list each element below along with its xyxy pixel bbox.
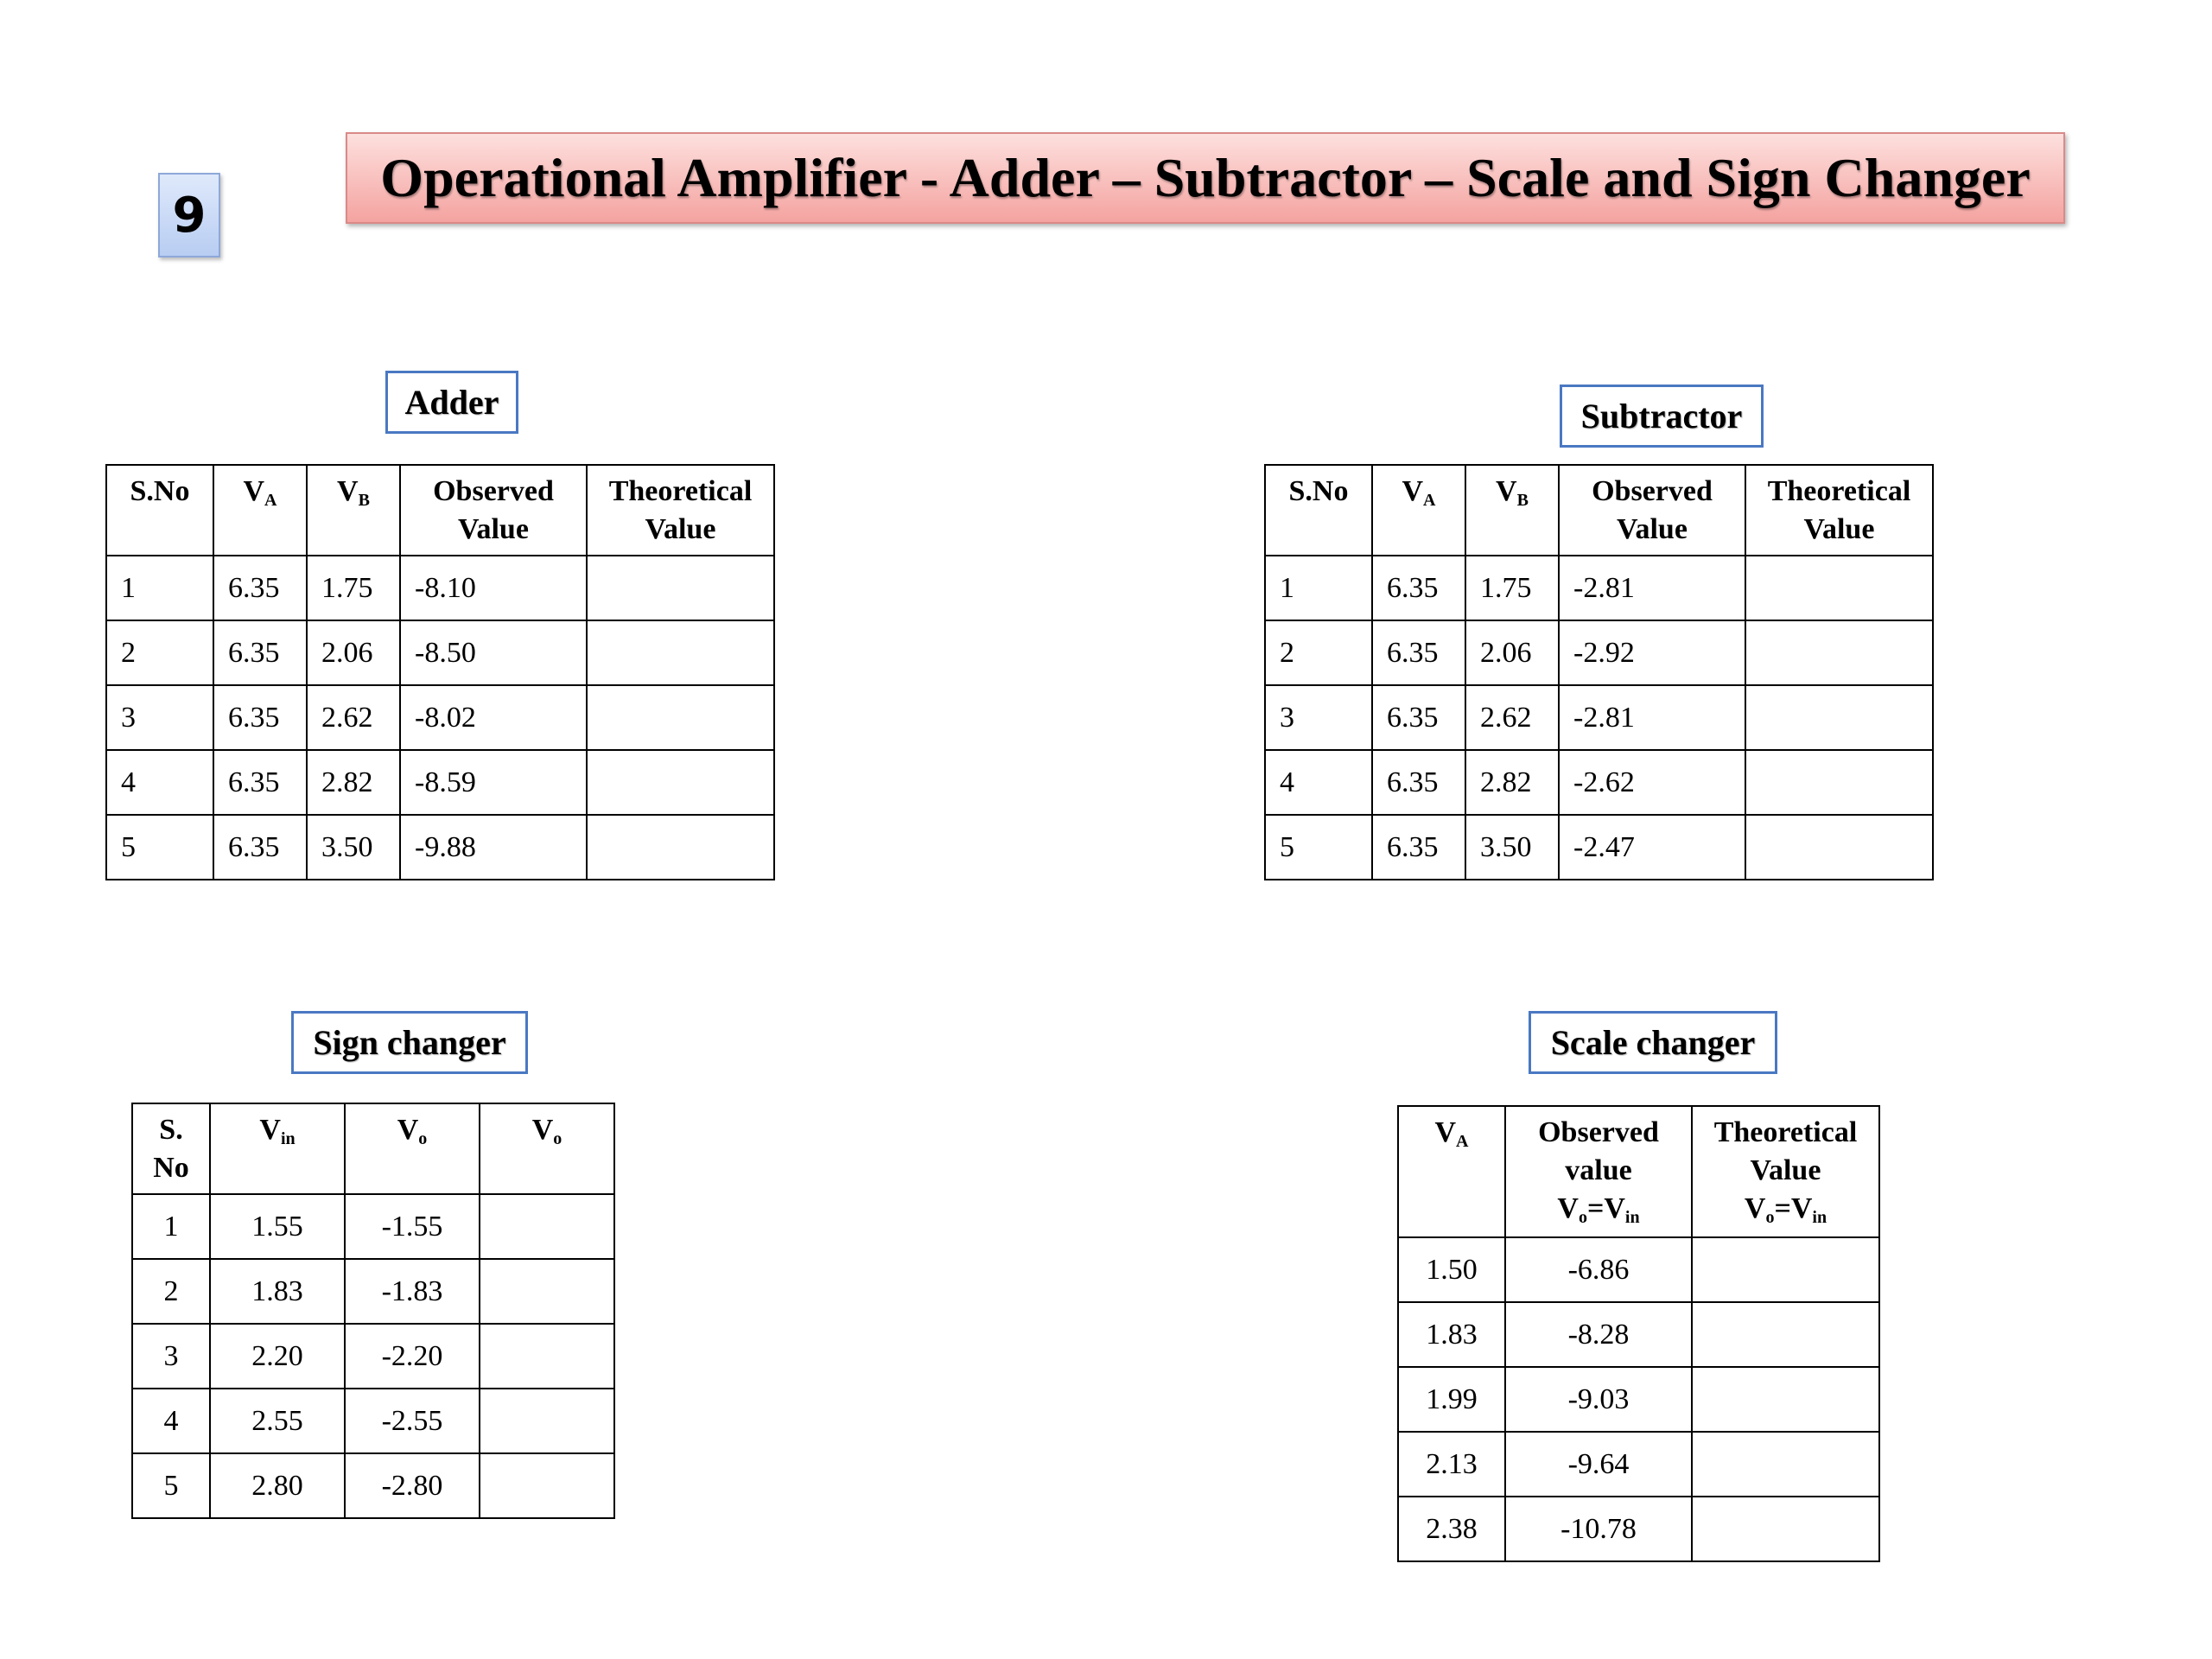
cell-sno: 5 xyxy=(132,1453,210,1518)
cell-va: 6.35 xyxy=(1372,556,1465,620)
cell-vin: 2.55 xyxy=(210,1389,345,1453)
cell-observed: -8.10 xyxy=(400,556,587,620)
cell-va: 6.35 xyxy=(1372,815,1465,880)
cell-vin: 1.83 xyxy=(210,1259,345,1324)
table-row xyxy=(1265,685,1933,750)
cell-vb: 2.82 xyxy=(307,750,400,815)
cell-observed: -2.92 xyxy=(1559,620,1745,685)
cell-sno: 2 xyxy=(106,620,213,685)
table-row xyxy=(132,1389,614,1453)
cell-theoretical xyxy=(1745,556,1933,620)
cell-theoretical xyxy=(1745,815,1933,880)
header-theoretical-value: Theoretical Value xyxy=(1745,465,1933,556)
table-row xyxy=(1398,1237,1879,1302)
sign-changer-header-row xyxy=(132,1103,614,1194)
header-sno: S.No xyxy=(106,465,213,556)
cell-observed: -8.28 xyxy=(1505,1302,1692,1367)
cell-vb: 2.62 xyxy=(307,685,400,750)
cell-theoretical xyxy=(1745,750,1933,815)
cell-vin: 2.80 xyxy=(210,1453,345,1518)
cell-va: 2.38 xyxy=(1398,1497,1505,1561)
header-sno: S.No xyxy=(1265,465,1372,556)
header-va: $V_A$ xyxy=(1372,465,1465,556)
cell-vb: 2.82 xyxy=(1465,750,1559,815)
cell-vin: 1.55 xyxy=(210,1194,345,1259)
cell-vo: -1.55 xyxy=(345,1194,480,1259)
cell-sno: 2 xyxy=(1265,620,1372,685)
table-row xyxy=(106,556,774,620)
cell-theoretical xyxy=(587,750,774,815)
cell-vb: 1.75 xyxy=(307,556,400,620)
cell-observed: -9.03 xyxy=(1505,1367,1692,1432)
cell-va: 6.35 xyxy=(213,685,307,750)
cell-va: 2.13 xyxy=(1398,1432,1505,1497)
table-row xyxy=(132,1324,614,1389)
table-row xyxy=(106,815,774,880)
cell-vb: 3.50 xyxy=(1465,815,1559,880)
table-row xyxy=(1265,620,1933,685)
scale-changer-header-row xyxy=(1398,1106,1879,1237)
cell-theoretical xyxy=(1692,1237,1879,1302)
cell-observed: -2.62 xyxy=(1559,750,1745,815)
cell-va: 6.35 xyxy=(213,815,307,880)
cell-vin: 2.20 xyxy=(210,1324,345,1389)
cell-sno: 1 xyxy=(132,1194,210,1259)
cell-observed: -10.78 xyxy=(1505,1497,1692,1561)
cell-theoretical xyxy=(1692,1367,1879,1432)
cell-observed: -2.81 xyxy=(1559,685,1745,750)
cell-sno: 1 xyxy=(106,556,213,620)
cell-vb: 2.62 xyxy=(1465,685,1559,750)
table-row xyxy=(132,1194,614,1259)
cell-va: 1.83 xyxy=(1398,1302,1505,1367)
cell-sno: 5 xyxy=(106,815,213,880)
subtractor-header-row xyxy=(1265,465,1933,556)
cell-observed: -8.50 xyxy=(400,620,587,685)
cell-vo-theoretical xyxy=(480,1324,614,1389)
header-va: $V_A$ xyxy=(1398,1106,1505,1237)
cell-theoretical xyxy=(1745,685,1933,750)
cell-sno: 3 xyxy=(1265,685,1372,750)
cell-observed: -2.47 xyxy=(1559,815,1745,880)
table-row xyxy=(106,685,774,750)
table-row xyxy=(1398,1432,1879,1497)
cell-theoretical xyxy=(1745,620,1933,685)
adder-label: Adder xyxy=(385,371,518,434)
adder-table xyxy=(105,464,775,880)
header-vo-theoretical: $V_o$ xyxy=(480,1103,614,1194)
table-row xyxy=(1398,1302,1879,1367)
sign-changer-label: Sign changer xyxy=(291,1011,528,1074)
cell-va: 1.50 xyxy=(1398,1237,1505,1302)
cell-observed: -9.88 xyxy=(400,815,587,880)
table-row xyxy=(1398,1497,1879,1561)
cell-va: 6.35 xyxy=(1372,750,1465,815)
table-row xyxy=(1398,1367,1879,1432)
header-va: $V_A$ xyxy=(213,465,307,556)
cell-sno: 2 xyxy=(132,1259,210,1324)
header-vb: $V_B$ xyxy=(307,465,400,556)
cell-observed: -2.81 xyxy=(1559,556,1745,620)
cell-theoretical xyxy=(587,815,774,880)
cell-vb: 2.06 xyxy=(1465,620,1559,685)
header-observed-value: Observed value $V_o=V_{in}$ xyxy=(1505,1106,1692,1237)
header-observed-value: Observed Value xyxy=(1559,465,1745,556)
header-observed-value: Observed Value xyxy=(400,465,587,556)
cell-sno: 1 xyxy=(1265,556,1372,620)
header-vb: $V_B$ xyxy=(1465,465,1559,556)
cell-sno: 4 xyxy=(106,750,213,815)
cell-va: 6.35 xyxy=(213,620,307,685)
cell-theoretical xyxy=(587,556,774,620)
cell-va: 6.35 xyxy=(1372,620,1465,685)
table-row xyxy=(1265,556,1933,620)
cell-sno: 3 xyxy=(132,1324,210,1389)
cell-theoretical xyxy=(1692,1432,1879,1497)
cell-va: 6.35 xyxy=(213,556,307,620)
subtractor-label: Subtractor xyxy=(1560,385,1764,448)
header-theoretical-value: Theoretical Value xyxy=(587,465,774,556)
cell-vb: 2.06 xyxy=(307,620,400,685)
cell-observed: -8.59 xyxy=(400,750,587,815)
cell-vo-theoretical xyxy=(480,1453,614,1518)
scale-changer-label: Scale changer xyxy=(1529,1011,1777,1074)
header-vin: $V_{in}$ xyxy=(210,1103,345,1194)
cell-vo: -2.55 xyxy=(345,1389,480,1453)
cell-va: 6.35 xyxy=(213,750,307,815)
page-title: Operational Amplifier - Adder – Subtractor – Scale and Sign Changer xyxy=(346,132,2065,224)
cell-vo: -1.83 xyxy=(345,1259,480,1324)
table-row xyxy=(106,620,774,685)
cell-observed: -9.64 xyxy=(1505,1432,1692,1497)
cell-theoretical xyxy=(587,620,774,685)
scale-changer-table xyxy=(1397,1105,1880,1562)
cell-vo: -2.20 xyxy=(345,1324,480,1389)
header-sno: S. No xyxy=(132,1103,210,1194)
cell-vo: -2.80 xyxy=(345,1453,480,1518)
cell-observed: -6.86 xyxy=(1505,1237,1692,1302)
header-theoretical-value: Theoretical Value $V_o=V_{in}$ xyxy=(1692,1106,1879,1237)
cell-vo-theoretical xyxy=(480,1194,614,1259)
cell-vo-theoretical xyxy=(480,1259,614,1324)
table-row xyxy=(132,1453,614,1518)
table-row xyxy=(1265,815,1933,880)
cell-observed: -8.02 xyxy=(400,685,587,750)
header-vo: $V_o$ xyxy=(345,1103,480,1194)
cell-va: 6.35 xyxy=(1372,685,1465,750)
sign-changer-table xyxy=(131,1103,615,1519)
table-row xyxy=(106,750,774,815)
cell-vb: 3.50 xyxy=(307,815,400,880)
cell-theoretical xyxy=(587,685,774,750)
cell-vb: 1.75 xyxy=(1465,556,1559,620)
table-row xyxy=(1265,750,1933,815)
table-row xyxy=(132,1259,614,1324)
cell-theoretical xyxy=(1692,1302,1879,1367)
slide-number: 9 xyxy=(158,173,220,257)
cell-sno: 3 xyxy=(106,685,213,750)
cell-theoretical xyxy=(1692,1497,1879,1561)
adder-header-row xyxy=(106,465,774,556)
cell-sno: 4 xyxy=(132,1389,210,1453)
cell-va: 1.99 xyxy=(1398,1367,1505,1432)
cell-sno: 5 xyxy=(1265,815,1372,880)
cell-sno: 4 xyxy=(1265,750,1372,815)
subtractor-table xyxy=(1264,464,1934,880)
cell-vo-theoretical xyxy=(480,1389,614,1453)
